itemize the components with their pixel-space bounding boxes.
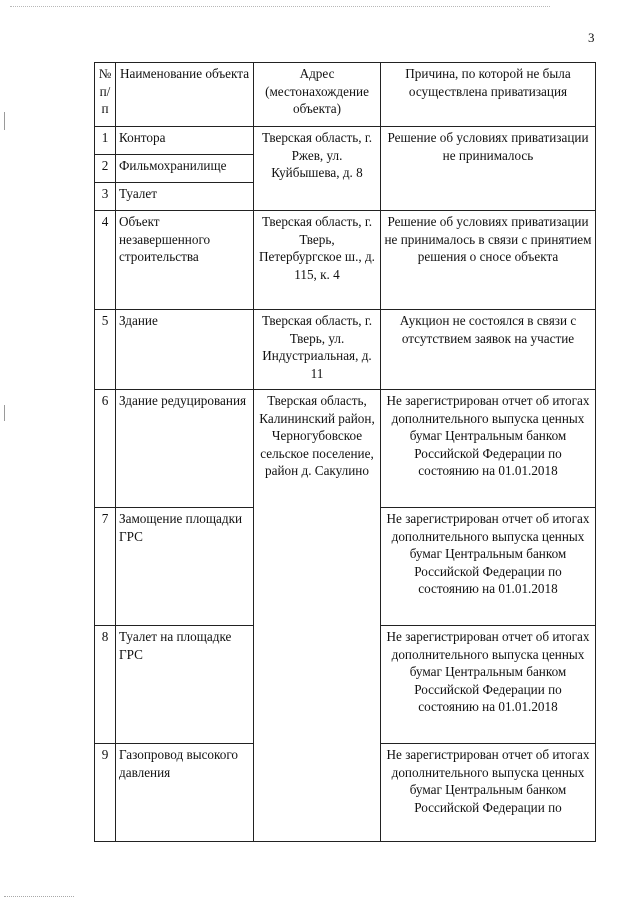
row-address: Тверская область, г. Тверь, Петербургское ш., д. 115, к. 4	[254, 211, 381, 310]
row-address: Тверская область, Калининский район, Черногубовское сельское поселение, район д. Сакулино	[254, 390, 381, 842]
row-address: Тверская область, г. Тверь, ул. Индустриальная, д. 11	[254, 310, 381, 390]
header-address: Адрес (местонахождение объекта)	[254, 63, 381, 127]
header-num: № п/ п	[95, 63, 116, 127]
table-row	[95, 127, 596, 155]
row-reason: Решение об условиях приватизации не принималось	[381, 127, 596, 211]
row-num: 7	[95, 508, 116, 626]
header-reason: Причина, по которой не была осуществлена приватизация	[381, 63, 596, 127]
row-num: 3	[95, 183, 116, 211]
row-name: Газопровод высокого давления	[116, 744, 254, 842]
row-num: 8	[95, 626, 116, 744]
row-reason: Не зарегистрирован отчет об итогах дополнительного выпуска ценных бумаг Центральным банком Российской Федерации по состоянию на 01.01.2018	[381, 626, 596, 744]
row-num: 6	[95, 390, 116, 508]
table-row	[95, 211, 596, 310]
table-header-row	[95, 63, 596, 127]
row-num: 2	[95, 155, 116, 183]
table-row	[95, 310, 596, 390]
scan-artifact-top	[10, 6, 550, 7]
row-name: Объект незавершенного строительства	[116, 211, 254, 310]
row-reason: Аукцион не состоялся в связи с отсутствием заявок на участие	[381, 310, 596, 390]
row-name: Фильмохранилище	[116, 155, 254, 183]
header-name: Наименование объекта	[116, 63, 254, 127]
scan-artifact-bottom	[4, 896, 74, 897]
row-name: Туалет	[116, 183, 254, 211]
row-num: 9	[95, 744, 116, 842]
row-num: 4	[95, 211, 116, 310]
page-number: 3	[588, 30, 595, 45]
scan-artifact-left	[4, 112, 5, 130]
row-reason: Не зарегистрирован отчет об итогах дополнительного выпуска ценных бумаг Центральным банком Российской Федерации по	[381, 744, 596, 842]
row-reason: Не зарегистрирован отчет об итогах дополнительного выпуска ценных бумаг Центральным банком Российской Федерации по состоянию на 01.01.2018	[381, 508, 596, 626]
row-name: Туалет на площадке ГРС	[116, 626, 254, 744]
table-row	[95, 390, 596, 508]
row-num: 1	[95, 127, 116, 155]
privatization-table	[94, 62, 596, 842]
row-address: Тверская область, г. Ржев, ул. Куйбышева, д. 8	[254, 127, 381, 211]
row-reason: Решение об условиях приватизации не принималось в связи с принятием решения о сносе объекта	[381, 211, 596, 310]
row-name: Замощение площадки ГРС	[116, 508, 254, 626]
scan-artifact-left	[4, 405, 5, 421]
row-num: 5	[95, 310, 116, 390]
row-name: Здание редуцирования	[116, 390, 254, 508]
row-reason: Не зарегистрирован отчет об итогах дополнительного выпуска ценных бумаг Центральным банком Российской Федерации по состоянию на 01.01.2018	[381, 390, 596, 508]
row-name: Контора	[116, 127, 254, 155]
row-name: Здание	[116, 310, 254, 390]
